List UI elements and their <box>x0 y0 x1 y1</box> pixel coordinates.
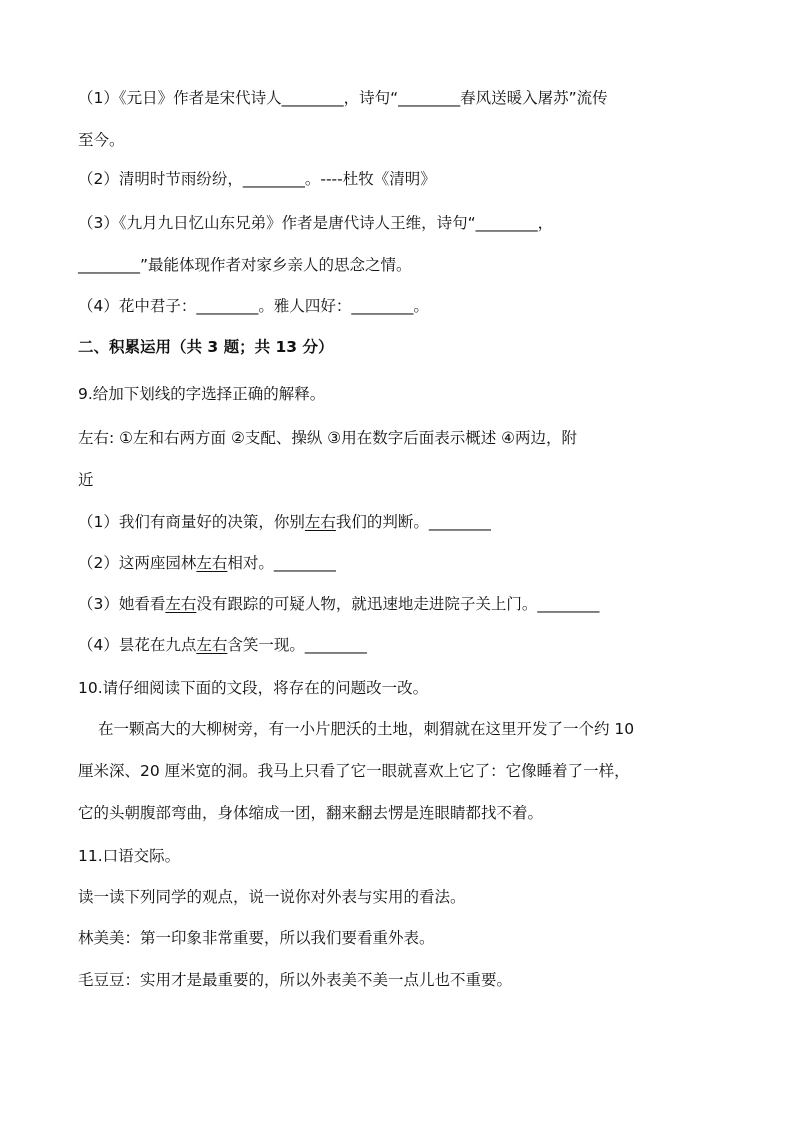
q8-item3-line1: （3）《九月九日忆山东兄弟》作者是唐代诗人王维，诗句“________， <box>78 214 554 232</box>
q9-s4-underlined-word: 左右 <box>196 636 228 654</box>
q10-stem: 10.请仔细阅读下面的文段，将存在的问题改一改。 <box>78 679 429 697</box>
q9-s2-underlined-word: 左右 <box>196 554 228 572</box>
q8-item2: （2）清明时节雨纷纷，________。----杜牧《清明》 <box>78 170 436 188</box>
q9-s3-before: （3）她看看 <box>78 595 166 613</box>
q8-item1-line2: 至今。 <box>78 131 125 149</box>
q9-s3-after: 没有跟踪的可疑人物，就迅速地走进院子关上门。________ <box>196 595 600 613</box>
q9-s4-after: 含笑一现。________ <box>227 636 367 654</box>
q9-sentence-3 <box>78 593 599 615</box>
q9-s2-before: （2）这两座园林 <box>78 554 197 572</box>
q10-paragraph-line1: 在一颗高大的大柳树旁，有一小片肥沃的土地，刺猬就在这里开发了一个约 10 <box>98 720 635 738</box>
q9-sentence-2 <box>78 552 336 574</box>
section2-title: 二、积累运用（共 3 题；共 13 分） <box>78 338 334 356</box>
q9-options-line1: 左右: ①左和右两方面 ②支配、操纵 ③用在数字后面表示概述 ④两边，附 <box>78 429 578 447</box>
q9-stem: 9.给加下划线的字选择正确的解释。 <box>78 385 326 403</box>
q9-sentence-1 <box>78 511 491 533</box>
q8-item3-line2: ________”最能体现作者对家乡亲人的思念之情。 <box>78 256 412 274</box>
q9-s4-before: （4）昙花在九点 <box>78 636 197 654</box>
q11-view-1: 林美美：第一印象非常重要，所以我们要看重外表。 <box>78 929 435 947</box>
q9-s1-after: 我们的判断。________ <box>335 513 491 531</box>
q9-s2-after: 相对。________ <box>227 554 336 572</box>
q9-s3-underlined-word: 左右 <box>165 595 197 613</box>
q9-sentence-4 <box>78 634 367 656</box>
q10-paragraph-line2: 厘米深、20 厘米宽的洞。我马上只看了它一眼就喜欢上它了：它像睡着了一样， <box>78 762 630 780</box>
q11-stem: 11.口语交际。 <box>78 847 181 865</box>
q11-view-2: 毛豆豆：实用才是最重要的，所以外表美不美一点儿也不重要。 <box>78 971 513 989</box>
q11-intro: 读一读下列同学的观点，说一说你对外表与实用的看法。 <box>78 888 466 906</box>
q8-item4: （4）花中君子：________。雅人四好：________。 <box>78 297 429 315</box>
q9-s1-before: （1）我们有商量好的决策，你别 <box>78 513 305 531</box>
q9-options-line2: 近 <box>78 471 94 489</box>
q9-s1-underlined-word: 左右 <box>304 513 336 531</box>
q10-paragraph-line3: 它的头朝腹部弯曲，身体缩成一团，翻来翻去愣是连眼睛都找不着。 <box>78 804 544 822</box>
q8-item1-line1: （1）《元日》作者是宋代诗人________，诗句“________春风送暖入屠苏”流传 <box>78 89 608 107</box>
